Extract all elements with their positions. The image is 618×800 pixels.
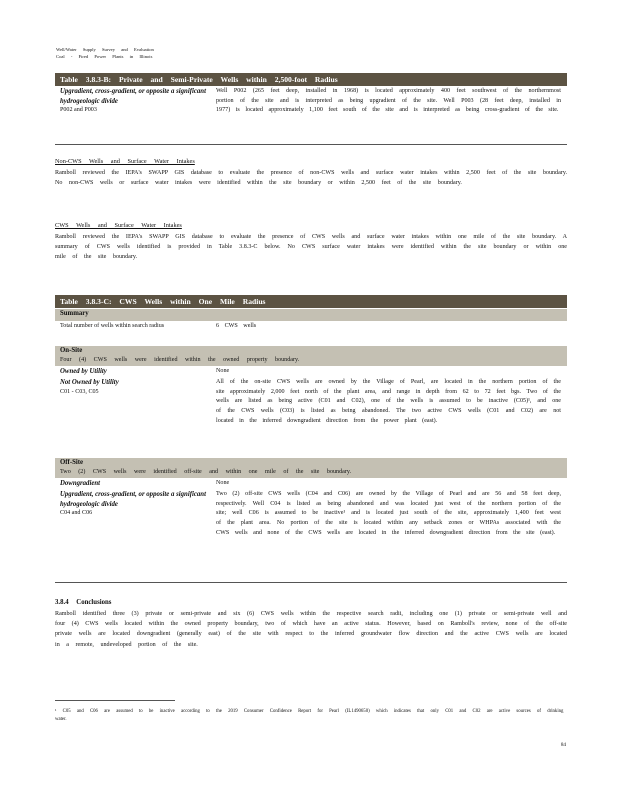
conclusions-heading: 3.8.4 Conclusions — [55, 599, 112, 606]
owned-label: Owned by Utility — [60, 368, 107, 375]
header-line-2: Coal - Fired Power Plants in Illinois — [56, 53, 153, 59]
notowned-text: All of the on-site CWS wells are owned by the Village of Pearl, are located in the northern portion of the site approximately 2,000 feet north of the plant area, and range in depth from 62 to 72 feet bgs. Two of the wells are listed as being active (C01 and C02), one of the wells is assumed to be inactive (C05)¹, and one of the CWS wells (C03) is listed as being abandoned. The two active CWS wells (C01 and C02) are not located in the inferred downgradient direction from the power plant (east). — [216, 379, 561, 424]
running-header — [56, 47, 154, 60]
table-b-title: Table 3.8.3-B: Private and Semi-Private Wells within 2,500-foot Radius — [55, 73, 567, 86]
upgradient-label: Upgradient, cross-gradient, or opposite a significant hydrogeologic divide — [60, 491, 206, 508]
summary-value: 6 CWS wells — [216, 323, 257, 329]
upgradient-label-cell — [60, 490, 210, 519]
cws-heading: CWS Wells and Surface Water Intakes — [55, 222, 182, 229]
noncws-paragraph: Ramboll reviewed the IEPA's SWAPP GIS database to evaluate the presence of non-CWS wells and surface water intakes within 2,500 feet of the site boundary. No non-CWS wells or surface water intakes were identified within the site boundary or within 2,500 feet of the site boundary. — [55, 170, 567, 187]
summary-band — [55, 309, 567, 321]
table-b-label-sub: P002 and P003 — [60, 107, 97, 114]
table-c-bottom-rule — [55, 582, 567, 583]
notowned-label: Not Owned by Utility — [60, 379, 119, 386]
upgradient-wells: C04 and C06 — [60, 510, 93, 517]
summary-label: Total number of wells within search radius — [60, 323, 165, 329]
table-b-label-cell — [60, 87, 210, 116]
table-b-bottom-rule — [55, 144, 567, 145]
onsite-subheading: Four (4) CWS wells were identified within the owned property boundary. — [60, 357, 300, 363]
table-b-text: Well P002 (265 feet deep, installed in 1968) is located approximately 400 feet southwest of the northernmost portion of the site and is interpreted as being upgradient of the site. Well P003 (28 feet deep, installed in 1977) is located approximately 1,100 feet south of the site and is interpreted as being cross-gradient of the site. — [216, 88, 561, 114]
table-c-title: Table 3.8.3-C: CWS Wells within One Mile Radius — [55, 295, 567, 308]
offsite-subheading: Two (2) CWS wells were identified off-site and within one mile of the site boundary. — [60, 469, 352, 475]
header-line-1: Well/Water Supply Survey and Evaluation — [56, 47, 154, 52]
notowned-label-cell — [60, 378, 210, 397]
conclusions-paragraph: Ramboll identified three (3) private or semi-private and six (6) CWS wells within the respective search radii, including one (1) private or semi-private well and four (4) CWS wells located within the owned property boundary, two of which have an active status. However, based on Ramboll's review, none of the off-site private wells are located downgradient (generally east) of the site with respect to the inferred groundwater flow direction and the active CWS wells are located in a remote, undeveloped portion of the site. — [55, 611, 567, 648]
page-number: 84 — [560, 742, 566, 748]
summary-heading: Summary — [60, 310, 89, 317]
footnote-rule — [55, 700, 175, 701]
owned-value: None — [216, 368, 230, 374]
noncws-heading: Non-CWS Wells and Surface Water Intakes — [55, 158, 195, 165]
offsite-heading: Off-Site — [60, 459, 84, 466]
offsite-band — [55, 458, 567, 478]
cws-paragraph: Ramboll reviewed the IEPA's SWAPP GIS database to evaluate the presence of CWS wells and surface water intakes within one mile of the site boundary. A summary of CWS wells identified is provided in Table 3.8.3-C below. No CWS surface water intakes were identified within the site boundary or within one mile of the site boundary. — [55, 234, 567, 261]
table-b-label: Upgradient, cross-gradient, or opposite a significant hydrogeologic divide — [60, 88, 206, 105]
onsite-band — [55, 346, 567, 366]
upgradient-text: Two (2) off-site CWS wells (C04 and C06) are owned by the Village of Pearl and are 56 and 58 feet deep, respectively. Well C04 is listed as being abandoned and was located just west of the northern portion of the site; well C06 is assumed to be inactive¹ and is located just south of the site, approximately 1,400 feet west of the plant area. No portion of the site is located within any setback zones or WHPAs associated with the CWS wells and none of the CWS wells are located in the inferred downgradient direction from the site (east). — [216, 491, 561, 536]
downgradient-value: None — [216, 480, 230, 486]
downgradient-label: Downgradient — [60, 480, 101, 487]
notowned-wells: C01 - C03, C05 — [60, 388, 99, 395]
onsite-heading: On-Site — [60, 347, 83, 354]
footnote: ¹ C05 and C06 are assumed to be inactive according to the 2019 Consumer Confidence Report for Pearl (IL1490650) which indicates that only C01 and C02 are active sources of drinking water. — [55, 709, 564, 722]
